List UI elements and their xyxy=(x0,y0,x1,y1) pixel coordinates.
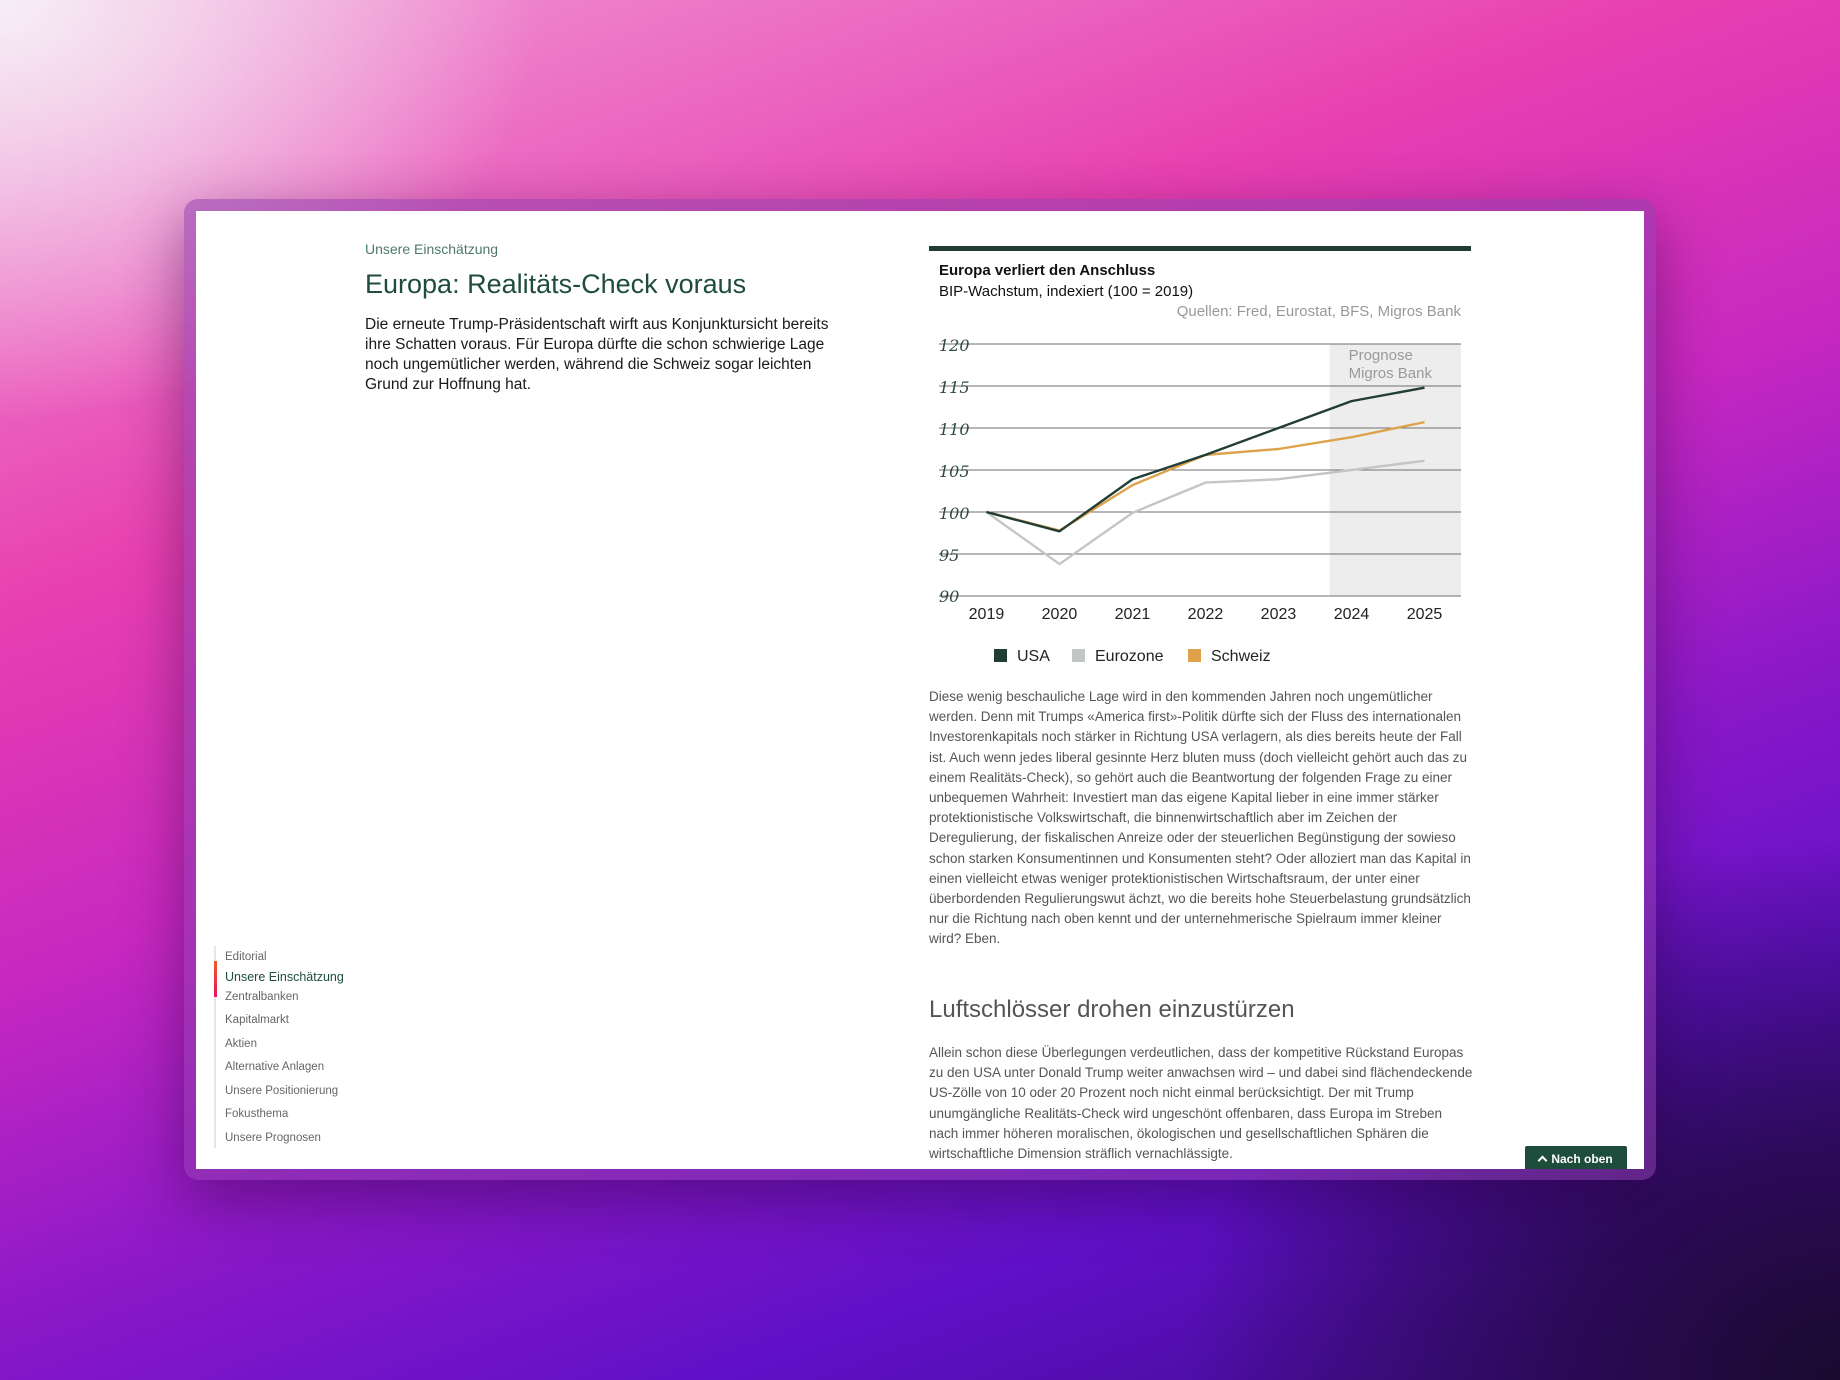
toc-active-indicator xyxy=(214,961,217,997)
section-heading: Luftschlösser drohen einzustürzen xyxy=(929,996,1295,1023)
legend-swatch-eurozone xyxy=(1072,649,1085,662)
lead-paragraph: Die erneute Trump-Präsidentschaft wirft aus Konjunktursicht bereits ihre Schatten voraus. Für Europa dürfte die schon schwierige Lage noch ungemütlicher werden, während die Schweiz sogar leichten Grund zur Hoffnung hat. xyxy=(365,316,829,393)
toc-item-fokusthema[interactable]: Fokusthema xyxy=(225,1108,289,1120)
toc-item-zentralbanken[interactable]: Zentralbanken xyxy=(225,991,299,1003)
forecast-annotation: Prognose xyxy=(1348,347,1413,364)
toc-item-aktien[interactable]: Aktien xyxy=(225,1038,257,1050)
x-tick-label: 2019 xyxy=(968,606,1005,623)
toc-item-unsere-prognosen[interactable]: Unsere Prognosen xyxy=(225,1132,321,1144)
y-tick-label: 95 xyxy=(939,546,960,565)
legend-label-schweiz: Schweiz xyxy=(1211,648,1271,665)
report-page xyxy=(196,211,1644,1169)
chevron-up-icon xyxy=(1538,1156,1548,1166)
back-to-top-button[interactable] xyxy=(1525,1146,1627,1169)
chart-subtitle: BIP-Wachstum, indexiert (100 = 2019) xyxy=(939,283,1194,300)
toc-item-kapitalmarkt[interactable]: Kapitalmarkt xyxy=(225,1014,289,1026)
toc-item-alternative-anlagen[interactable]: Alternative Anlagen xyxy=(225,1061,325,1073)
page-title: Europa: Realitäts-Check voraus xyxy=(365,269,747,299)
toc-item-editorial[interactable]: Editorial xyxy=(225,951,267,963)
body-paragraph-2: Allein schon diese Überlegungen verdeutlichen, dass der kompetitive Rückstand Europas zu den USA unter Donald Trump weiter anwachsen wird – und dabei sind flächendeckende US-Zölle von 10 oder 20 Prozent noch nicht einmal berücksichtigt. Der mit Trump unumgängliche Realitäts-Check wird ungeschönt offenbaren, dass Europa im Streben nach immer höheren moralischen, ökologischen und gesellschaftlichen Sphären die wirtschaftliche Dimension sträflich vernachlässigte. xyxy=(929,1045,1473,1162)
x-tick-label: 2022 xyxy=(1187,606,1224,623)
y-tick-label: 120 xyxy=(939,336,970,355)
y-tick-label: 100 xyxy=(939,504,970,523)
body-paragraph-1: Diese wenig beschauliche Lage wird in den kommenden Jahren noch ungemütlicher werden. Denn mit Trumps «America first»-Politik dürfte sich der Fluss des internationalen Investorenkapitals noch stärker in Richtung USA verlagern, als dies bereits heute der Fall ist. Auch wenn jedes liberal gesinnte Herz bluten muss (doch vielleicht gehört auch das zu einem Realitäts-Check), so gehört auch die Beantwortung der folgenden Frage zu einer unbequemen Wahrheit: Investiert man das eigene Kapital lieber in eine immer stärker protektionistische Volkswirtschaft, die binnenwirtschaftlich aber im Zeichen der Deregulierung, der fiskalischen Anreize oder der steuerlichen Begünstigung der sowieso schon starken Konsumentinnen und Konsumenten steht? Oder alloziert man das Kapital in einen vielleicht etwas weniger protektionistischen Wirtschaftsraum, der unter einer überbordenden Regulierungswut ächzt, wo die bereits hohe Steuerbelastung grundsätzlich nur die Richtung nach oben kennt und der unternehmerische Spielraum immer kleiner wird? Eben. xyxy=(929,689,1471,947)
legend-swatch-usa xyxy=(994,649,1007,662)
chart-plot xyxy=(929,246,1471,666)
y-tick-label: 105 xyxy=(939,462,970,481)
legend-swatch-schweiz xyxy=(1188,649,1201,662)
chart-title: Europa verliert den Anschluss xyxy=(939,262,1156,279)
x-tick-label: 2020 xyxy=(1041,606,1078,623)
section-kicker: Unsere Einschätzung xyxy=(365,241,499,257)
toc-item-unsere-einschaetzung[interactable]: Unsere Einschätzung xyxy=(225,970,344,984)
legend-label-usa: USA xyxy=(1017,648,1050,665)
legend-label-eurozone: Eurozone xyxy=(1095,648,1164,665)
x-tick-label: 2024 xyxy=(1333,606,1370,623)
x-tick-label: 2023 xyxy=(1260,606,1297,623)
chart-source: Quellen: Fred, Eurostat, BFS, Migros Bank xyxy=(1176,303,1461,320)
back-to-top-label: Nach oben xyxy=(1551,1152,1613,1166)
y-tick-label: 110 xyxy=(939,420,970,439)
forecast-annotation: Migros Bank xyxy=(1348,365,1432,382)
x-tick-label: 2025 xyxy=(1406,606,1443,623)
y-tick-label: 90 xyxy=(939,587,960,606)
x-tick-label: 2021 xyxy=(1114,606,1151,623)
y-tick-label: 115 xyxy=(939,378,970,397)
toc-item-unsere-positionierung[interactable]: Unsere Positionierung xyxy=(225,1085,339,1097)
